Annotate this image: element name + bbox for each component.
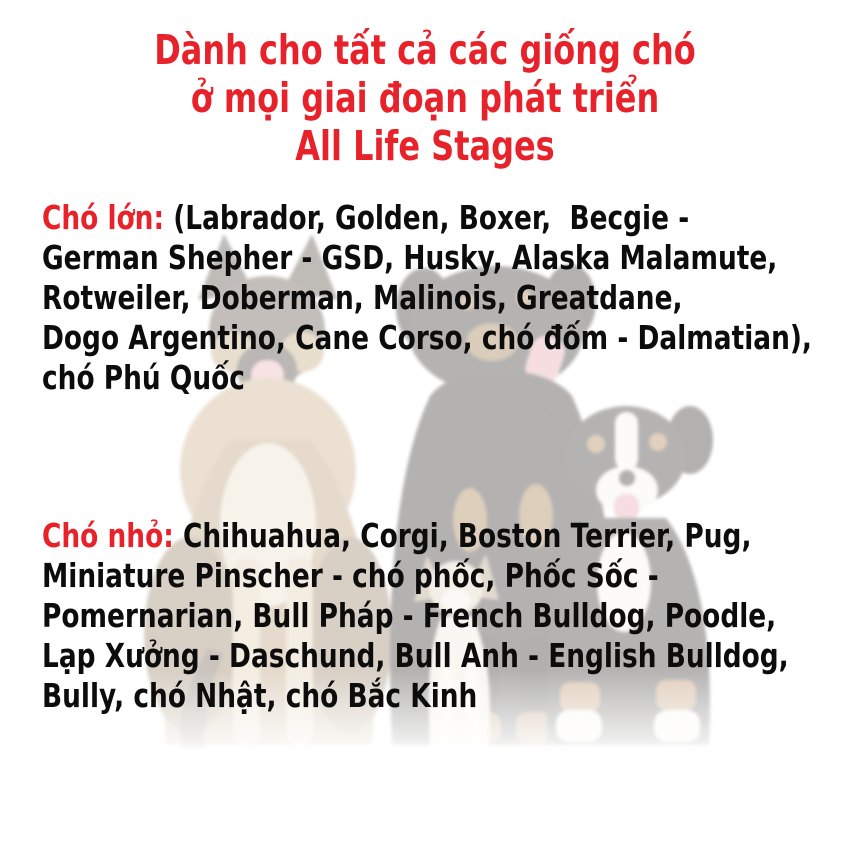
- large-dogs-line-3: Rotweiler, Doberman, Malinois, Greatdane,: [42, 278, 683, 317]
- photo-fade-solid: [0, 756, 850, 850]
- small-dogs-line-5: Bully, chó Nhật, chó Bắc Kinh: [42, 676, 478, 715]
- large-dogs-line-2: German Shepher - GSD, Husky, Alaska Malamute,: [42, 238, 778, 277]
- large-dogs-line-5: chó Phú Quốc: [42, 358, 245, 397]
- small-dogs-breeds-1: Chihuahua, Corgi, Boston Terrier, Pug,: [173, 516, 752, 555]
- page-title: [0, 26, 850, 170]
- small-dogs-label: Chó nhỏ:: [42, 516, 174, 555]
- small-dogs-line-4: Lạp Xưởng - Daschund, Bull Anh - English Bulldog,: [42, 636, 789, 675]
- large-dogs-line-4: Dogo Argentino, Cane Corso, chó đốm - Dalmatian),: [42, 318, 812, 357]
- small-dogs-line-2: Miniature Pinscher - chó phốc, Phốc Sốc -: [42, 556, 659, 595]
- small-dogs-section: [42, 516, 842, 716]
- large-dogs-label: Chó lớn:: [42, 198, 165, 237]
- small-dogs-line-1: [42, 516, 752, 556]
- title-line-english: All Life Stages: [295, 122, 555, 170]
- large-dogs-section: [42, 198, 842, 398]
- title-line-vietnamese-2: ở mọi giai đoạn phát triển: [190, 74, 660, 122]
- large-dogs-breeds-1: (Labrador, Golden, Boxer, Becgie -: [164, 198, 690, 237]
- large-dogs-line-1: [42, 198, 690, 238]
- small-dogs-line-3: Pomernarian, Bull Pháp - French Bulldog, Poodle,: [42, 596, 777, 635]
- title-line-vietnamese-1: Dành cho tất cả các giống chó: [154, 26, 696, 74]
